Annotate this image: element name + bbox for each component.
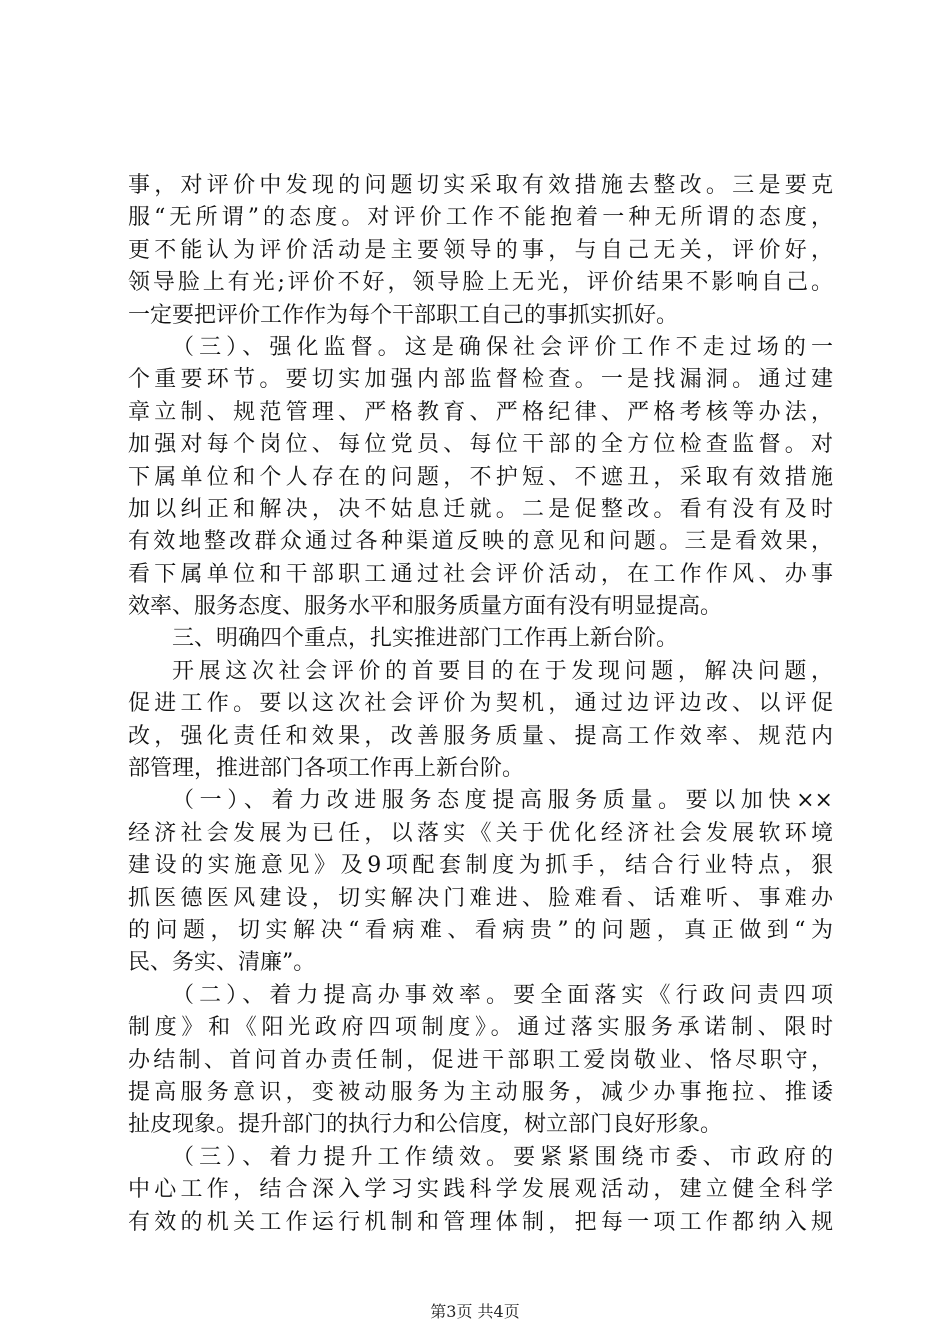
text-line: 效率、服务态度、服务水平和服务质量方面有没有明显提高。 [128, 594, 723, 620]
text-line: 个重要环节。要切实加强内部监督检查。一是找漏洞。通过建 [128, 367, 833, 393]
text-line: 促进工作。要以这次社会评价为契机，通过边评边改、以评促 [128, 691, 833, 717]
text-line: 服“无所谓”的态度。对评价工作不能抱着一种无所谓的态度， [128, 205, 833, 231]
text-line: 事，对评价中发现的问题切实采取有效措施去整改。三是要克 [128, 173, 833, 198]
text-line: （一）、着力改进服务态度提高服务质量。要以加快×× [172, 788, 833, 814]
text-line: 领导脸上有光;评价不好，领导脸上无光，评价结果不影响自己。 [128, 270, 833, 296]
text-line: 民、务实、清廉”。 [128, 950, 316, 976]
text-line: （二）、着力提高办事效率。要全面落实《行政问责四项 [172, 982, 833, 1008]
text-line: 建设的实施意见》及9项配套制度为抓手，结合行业特点，狠 [128, 853, 833, 879]
text-line: 一定要把评价工作作为每个干部职工自己的事抓实抓好。 [128, 302, 679, 328]
text-line: 的问题，切实解决“看病难、看病贵”的问题，真正做到“为 [128, 917, 833, 943]
text-line: 开展这次社会评价的首要目的在于发现问题，解决问题， [172, 658, 833, 684]
text-line: 有效地整改群众通过各种渠道反映的意见和问题。三是看效果， [128, 529, 833, 555]
text-line: 更不能认为评价活动是主要领导的事，与自己无关，评价好， [128, 237, 833, 263]
text-line: 下属单位和个人存在的问题，不护短、不遮丑，采取有效措施 [128, 464, 833, 490]
page-number-footer: 第3页 共4页 [430, 1302, 520, 1321]
text-line: 有效的机关工作运行机制和管理体制，把每一项工作都纳入规 [128, 1209, 833, 1235]
text-line: 抓医德医风建设，切实解决门难进、脸难看、话难听、事难办 [128, 885, 833, 911]
text-line: （三）、着力提升工作绩效。要紧紧围绕市委、市政府的 [172, 1144, 833, 1170]
section-heading: 三、明确四个重点，扎实推进部门工作再上新台阶。 [172, 626, 679, 652]
text-line: 提高服务意识，变被动服务为主动服务，减少办事拖拉、推诿 [128, 1079, 833, 1105]
text-line: 中心工作，结合深入学习实践科学发展观活动，建立健全科学 [128, 1177, 833, 1203]
text-line: 办结制、首问首办责任制，促进干部职工爱岗敬业、恪尽职守， [128, 1047, 833, 1073]
text-line: 扯皮现象。提升部门的执行力和公信度，树立部门良好形象。 [128, 1112, 723, 1138]
text-line: 看下属单位和干部职工通过社会评价活动，在工作作风、办事 [128, 561, 833, 587]
text-line: 经济社会发展为已任，以落实《关于优化经济社会发展软环境 [128, 820, 833, 846]
text-line: 制度》和《阳光政府四项制度》。通过落实服务承诺制、限时 [128, 1015, 833, 1041]
text-line: 加强对每个岗位、每位党员、每位干部的全方位检查监督。对 [128, 432, 833, 458]
text-line: 加以纠正和解决，决不姑息迁就。二是促整改。看有没有及时 [128, 496, 833, 522]
text-line: 章立制、规范管理、严格教育、严格纪律、严格考核等办法， [128, 399, 833, 425]
text-line: 改，强化责任和效果，改善服务质量、提高工作效率、规范内 [128, 723, 833, 749]
document-body [128, 170, 833, 1239]
text-line: （三）、强化监督。这是确保社会评价工作不走过场的一 [172, 334, 833, 360]
text-line: 部管理，推进部门各项工作再上新台阶。 [128, 756, 525, 782]
